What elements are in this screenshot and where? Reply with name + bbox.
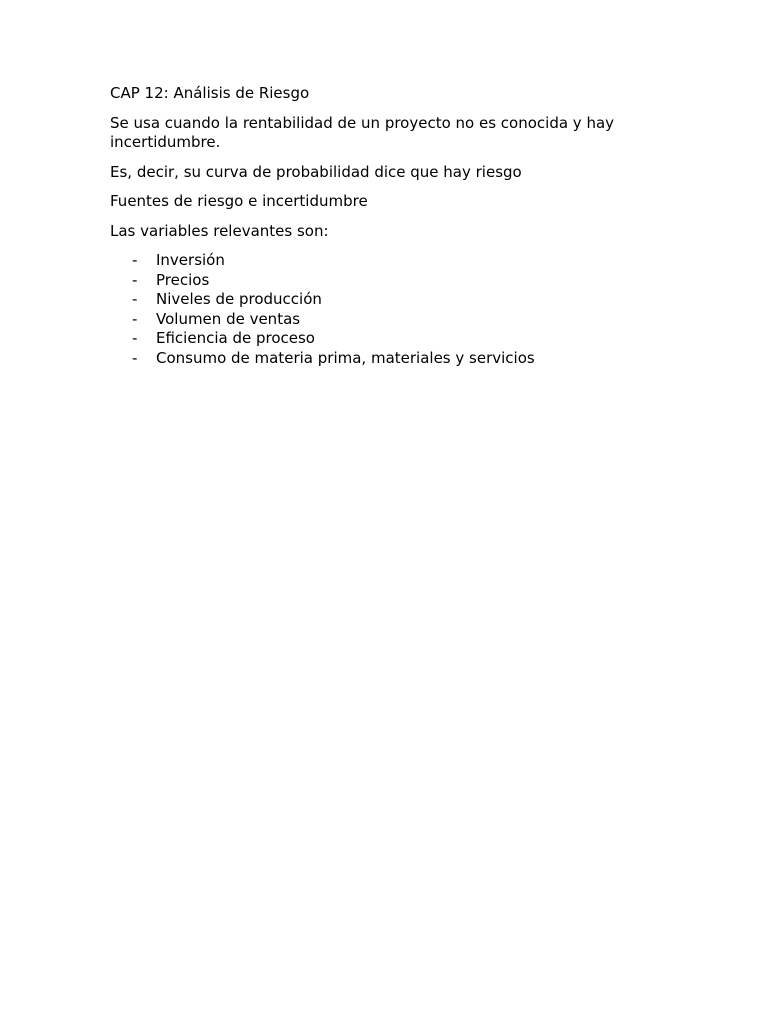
list-item-label: Volumen de ventas	[156, 309, 301, 328]
list-item-label: Consumo de materia prima, materiales y servicios	[156, 348, 535, 367]
paragraph-sources: Fuentes de riesgo e incertidumbre	[110, 192, 368, 210]
list-item-label: Inversión	[156, 251, 225, 269]
list-item	[110, 329, 670, 349]
list-item	[110, 271, 670, 291]
document-body	[110, 84, 670, 369]
list-item	[110, 310, 670, 330]
list-item	[110, 349, 670, 369]
paragraph-probability: Es, decir, su curva de probabilidad dice que hay riesgo	[110, 162, 522, 181]
list-item-label: Precios	[156, 270, 210, 289]
list-item	[110, 251, 670, 271]
list-item	[110, 290, 670, 310]
paragraph-variables-intro: Las variables relevantes son:	[110, 221, 329, 240]
list-marker: -	[132, 251, 138, 269]
list-item-label: Niveles de producción	[156, 290, 322, 309]
list-marker: -	[132, 270, 138, 289]
variables-list	[110, 251, 670, 369]
list-marker: -	[132, 348, 138, 367]
document-title: CAP 12: Análisis de Riesgo	[110, 84, 310, 102]
list-marker: -	[132, 309, 138, 328]
list-item-label: Eficiencia de proceso	[156, 329, 315, 348]
list-marker: -	[132, 329, 138, 348]
paragraph-definition: Se usa cuando la rentabilidad de un proyecto no es conocida y hay incertidumbre.	[110, 113, 615, 151]
list-marker: -	[132, 290, 138, 309]
